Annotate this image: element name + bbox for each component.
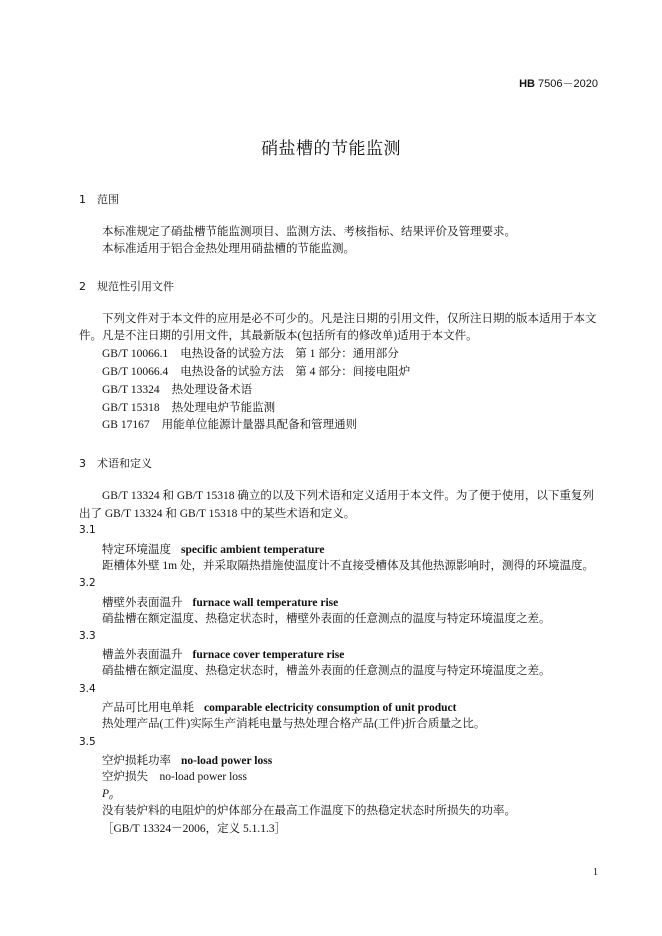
term-number: 3.5 (79, 736, 96, 748)
paragraph: 件。凡是不注日期的引用文件，其最新版本(包括所有的修改单)适用于本文件。 (79, 330, 478, 342)
term-symbol: P₀ (102, 788, 114, 800)
paragraph: 本标准适用于铝合金热处理用硝盐槽的节能监测。 (102, 243, 355, 255)
section-heading-scope: 1 范围 (79, 193, 119, 206)
term-number: 3.2 (79, 577, 96, 589)
reference-item: GB 17167 用能单位能源计量器具配备和管理通则 (102, 419, 358, 431)
term-definition: 距槽体外壁 1m 处，并采取隔热措施使温度计不直接受槽体及其他热源影响时，测得的环境温度。 (102, 560, 594, 572)
term-source: ［GB/T 13324－2006，定义 5.1.1.3］ (102, 823, 287, 835)
term-definition: 热处理产品(工件)实际生产消耗电量与热处理合格产品(工件)折合质量之比。 (102, 718, 486, 730)
reference-item: GB/T 13324 热处理设备术语 (102, 384, 253, 396)
paragraph: GB/T 13324 和 GB/T 15318 确立的以及下列术语和定义适用于本文件。为了便于使用，以下重复列 (102, 490, 594, 502)
section-heading-normative-references: 2 规范性引用文件 (79, 280, 174, 293)
term-definition: 硝盐槽在额定温度、热稳定状态时，槽盖外表面的任意测点的温度与特定环境温度之差。 (102, 665, 551, 677)
term-number: 3.4 (79, 683, 96, 695)
paragraph: 下列文件对于本文件的应用是必不可少的。凡是注日期的引用文件，仅所注日期的版本适用于本文 (102, 313, 597, 325)
term-alternative: 空炉损失 no-load power loss (102, 771, 248, 783)
term-definition: 硝盐槽在额定温度、热稳定状态时，槽壁外表面的任意测点的温度与特定环境温度之差。 (102, 613, 551, 625)
term-definition: 没有装炉料的电阻炉的炉体部分在最高工作温度下的热稳定状态时所损失的功率。 (102, 805, 516, 817)
reference-item: GB/T 15318 热处理电炉节能监测 (102, 402, 276, 414)
paragraph: 出了 GB/T 13324 和 GB/T 15318 中的某些术语和定义。 (79, 508, 356, 520)
section-heading-terms: 3 术语和定义 (79, 457, 152, 470)
term-number: 3.3 (79, 630, 96, 642)
paragraph: 本标准规定了硝盐槽节能监测项目、监测方法、考核指标、结果评价及管理要求。 (102, 226, 516, 238)
page-title: 硝盐槽的节能监测 (261, 139, 401, 159)
term-title: 产品可比用电单耗 comparable electricity consumption of unit product (102, 700, 457, 714)
reference-item: GB/T 10066.1 电热设备的试验方法 第 1 部分：通用部分 (102, 348, 399, 360)
standard-code: HB 7506－2020 (519, 78, 598, 90)
term-title: 槽盖外表面温升 furnace cover temperature rise (102, 647, 345, 661)
reference-item: GB/T 10066.4 电热设备的试验方法 第 4 部分：间接电阻炉 (102, 366, 411, 378)
term-title: 空炉损耗功率 no-load power loss (102, 753, 273, 767)
page-number: 1 (593, 867, 598, 878)
term-title: 特定环境温度 specific ambient temperature (102, 542, 325, 556)
term-title: 槽壁外表面温升 furnace wall temperature rise (102, 595, 339, 609)
term-number: 3.1 (79, 524, 96, 536)
